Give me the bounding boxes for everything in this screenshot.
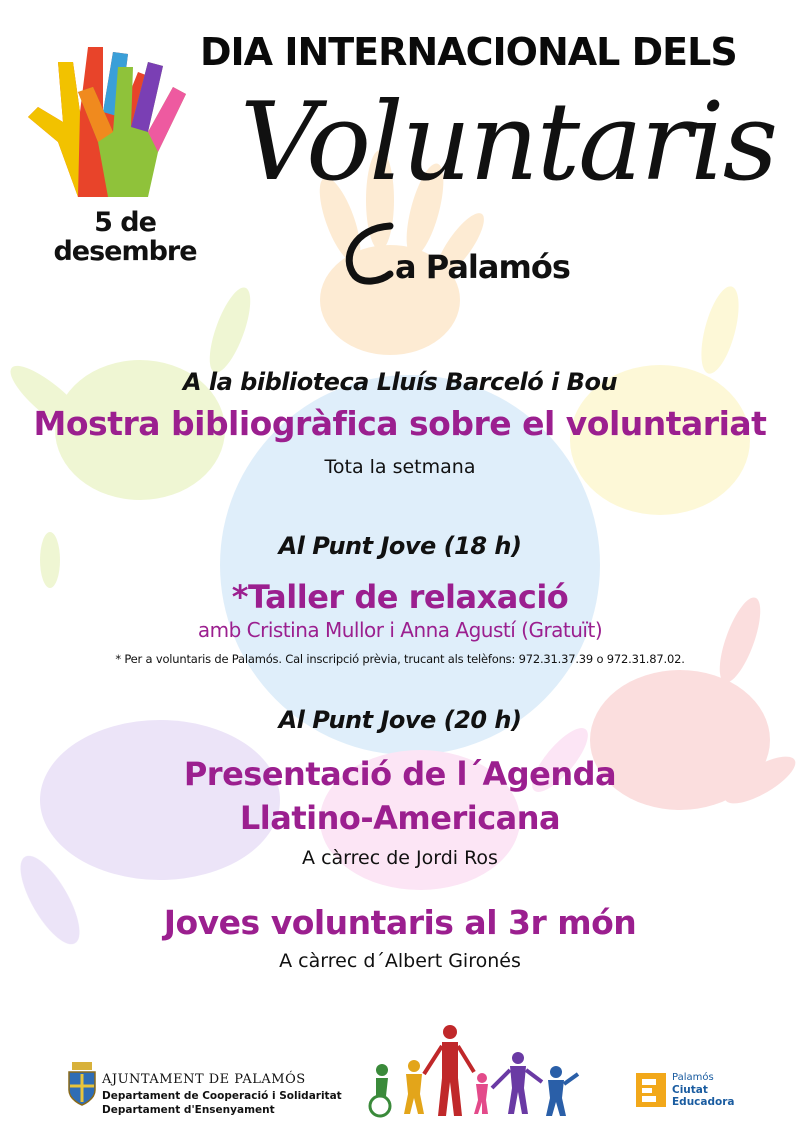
figure-red-tall — [424, 1025, 474, 1116]
poster-title-script: Voluntaris — [240, 80, 777, 205]
event3-detail: A càrrec de Jordi Ros — [302, 847, 498, 869]
event1-title: Mostra bibliogràfica sobre el voluntariat — [33, 404, 767, 443]
event2-detail: amb Cristina Mullor i Anna Agustí (Gratuït) — [197, 618, 603, 642]
event2-venue: Al Punt Jove (18 h) — [278, 532, 522, 560]
ciutat-educadora-icon — [636, 1073, 666, 1107]
yellow-hand-print — [570, 283, 750, 515]
ciutat-educadora-logo — [634, 1069, 738, 1113]
event-date — [30, 208, 220, 266]
event3-title-line1: Presentació de l´Agenda — [183, 755, 617, 793]
event1-detail: Tota la setmana — [324, 456, 476, 478]
event2-note: * Per a voluntaris de Palamós. Cal inscripció prèvia, trucant als telèfons: 972.31.37.39 o 972.31.87.02. — [115, 652, 685, 666]
date-day: 5 de — [94, 207, 156, 238]
colorful-hands-logo — [18, 22, 193, 202]
council-dept-cooperation: Departament de Cooperació i Solidaritat — [102, 1090, 342, 1102]
event3-title-line2: Llatino-Americana — [239, 799, 561, 837]
figure-wheelchair — [370, 1064, 390, 1116]
date-month: desembre — [53, 236, 197, 267]
people-figures-illustration — [362, 1022, 582, 1118]
poster-title-line1: DIA INTERNACIONAL DELS — [200, 30, 737, 74]
council-coat-of-arms-icon — [66, 1060, 98, 1106]
event1-venue: A la biblioteca Lluís Barceló i Bou — [182, 368, 618, 396]
poster-title-location: a Palamós — [395, 248, 570, 286]
ciutat-educadora-word1: Ciutat — [672, 1084, 708, 1096]
figure-pink-child — [474, 1073, 488, 1114]
council-dept-education: Departament d'Ensenyament — [102, 1104, 275, 1116]
event4-title: Joves voluntaris al 3r món — [163, 903, 637, 942]
council-name: AJUNTAMENT DE PALAMÓS — [102, 1072, 306, 1087]
ciutat-educadora-city: Palamós — [672, 1072, 714, 1083]
ciutat-educadora-word2: Educadora — [672, 1096, 735, 1108]
figure-purple — [492, 1052, 542, 1114]
event2-title: *Taller de relaxació — [231, 578, 569, 616]
figure-yellow — [404, 1060, 424, 1114]
event4-detail: A càrrec d´Albert Gironés — [279, 950, 521, 972]
event3-venue: Al Punt Jove (20 h) — [278, 706, 522, 734]
figure-blue — [546, 1066, 578, 1116]
